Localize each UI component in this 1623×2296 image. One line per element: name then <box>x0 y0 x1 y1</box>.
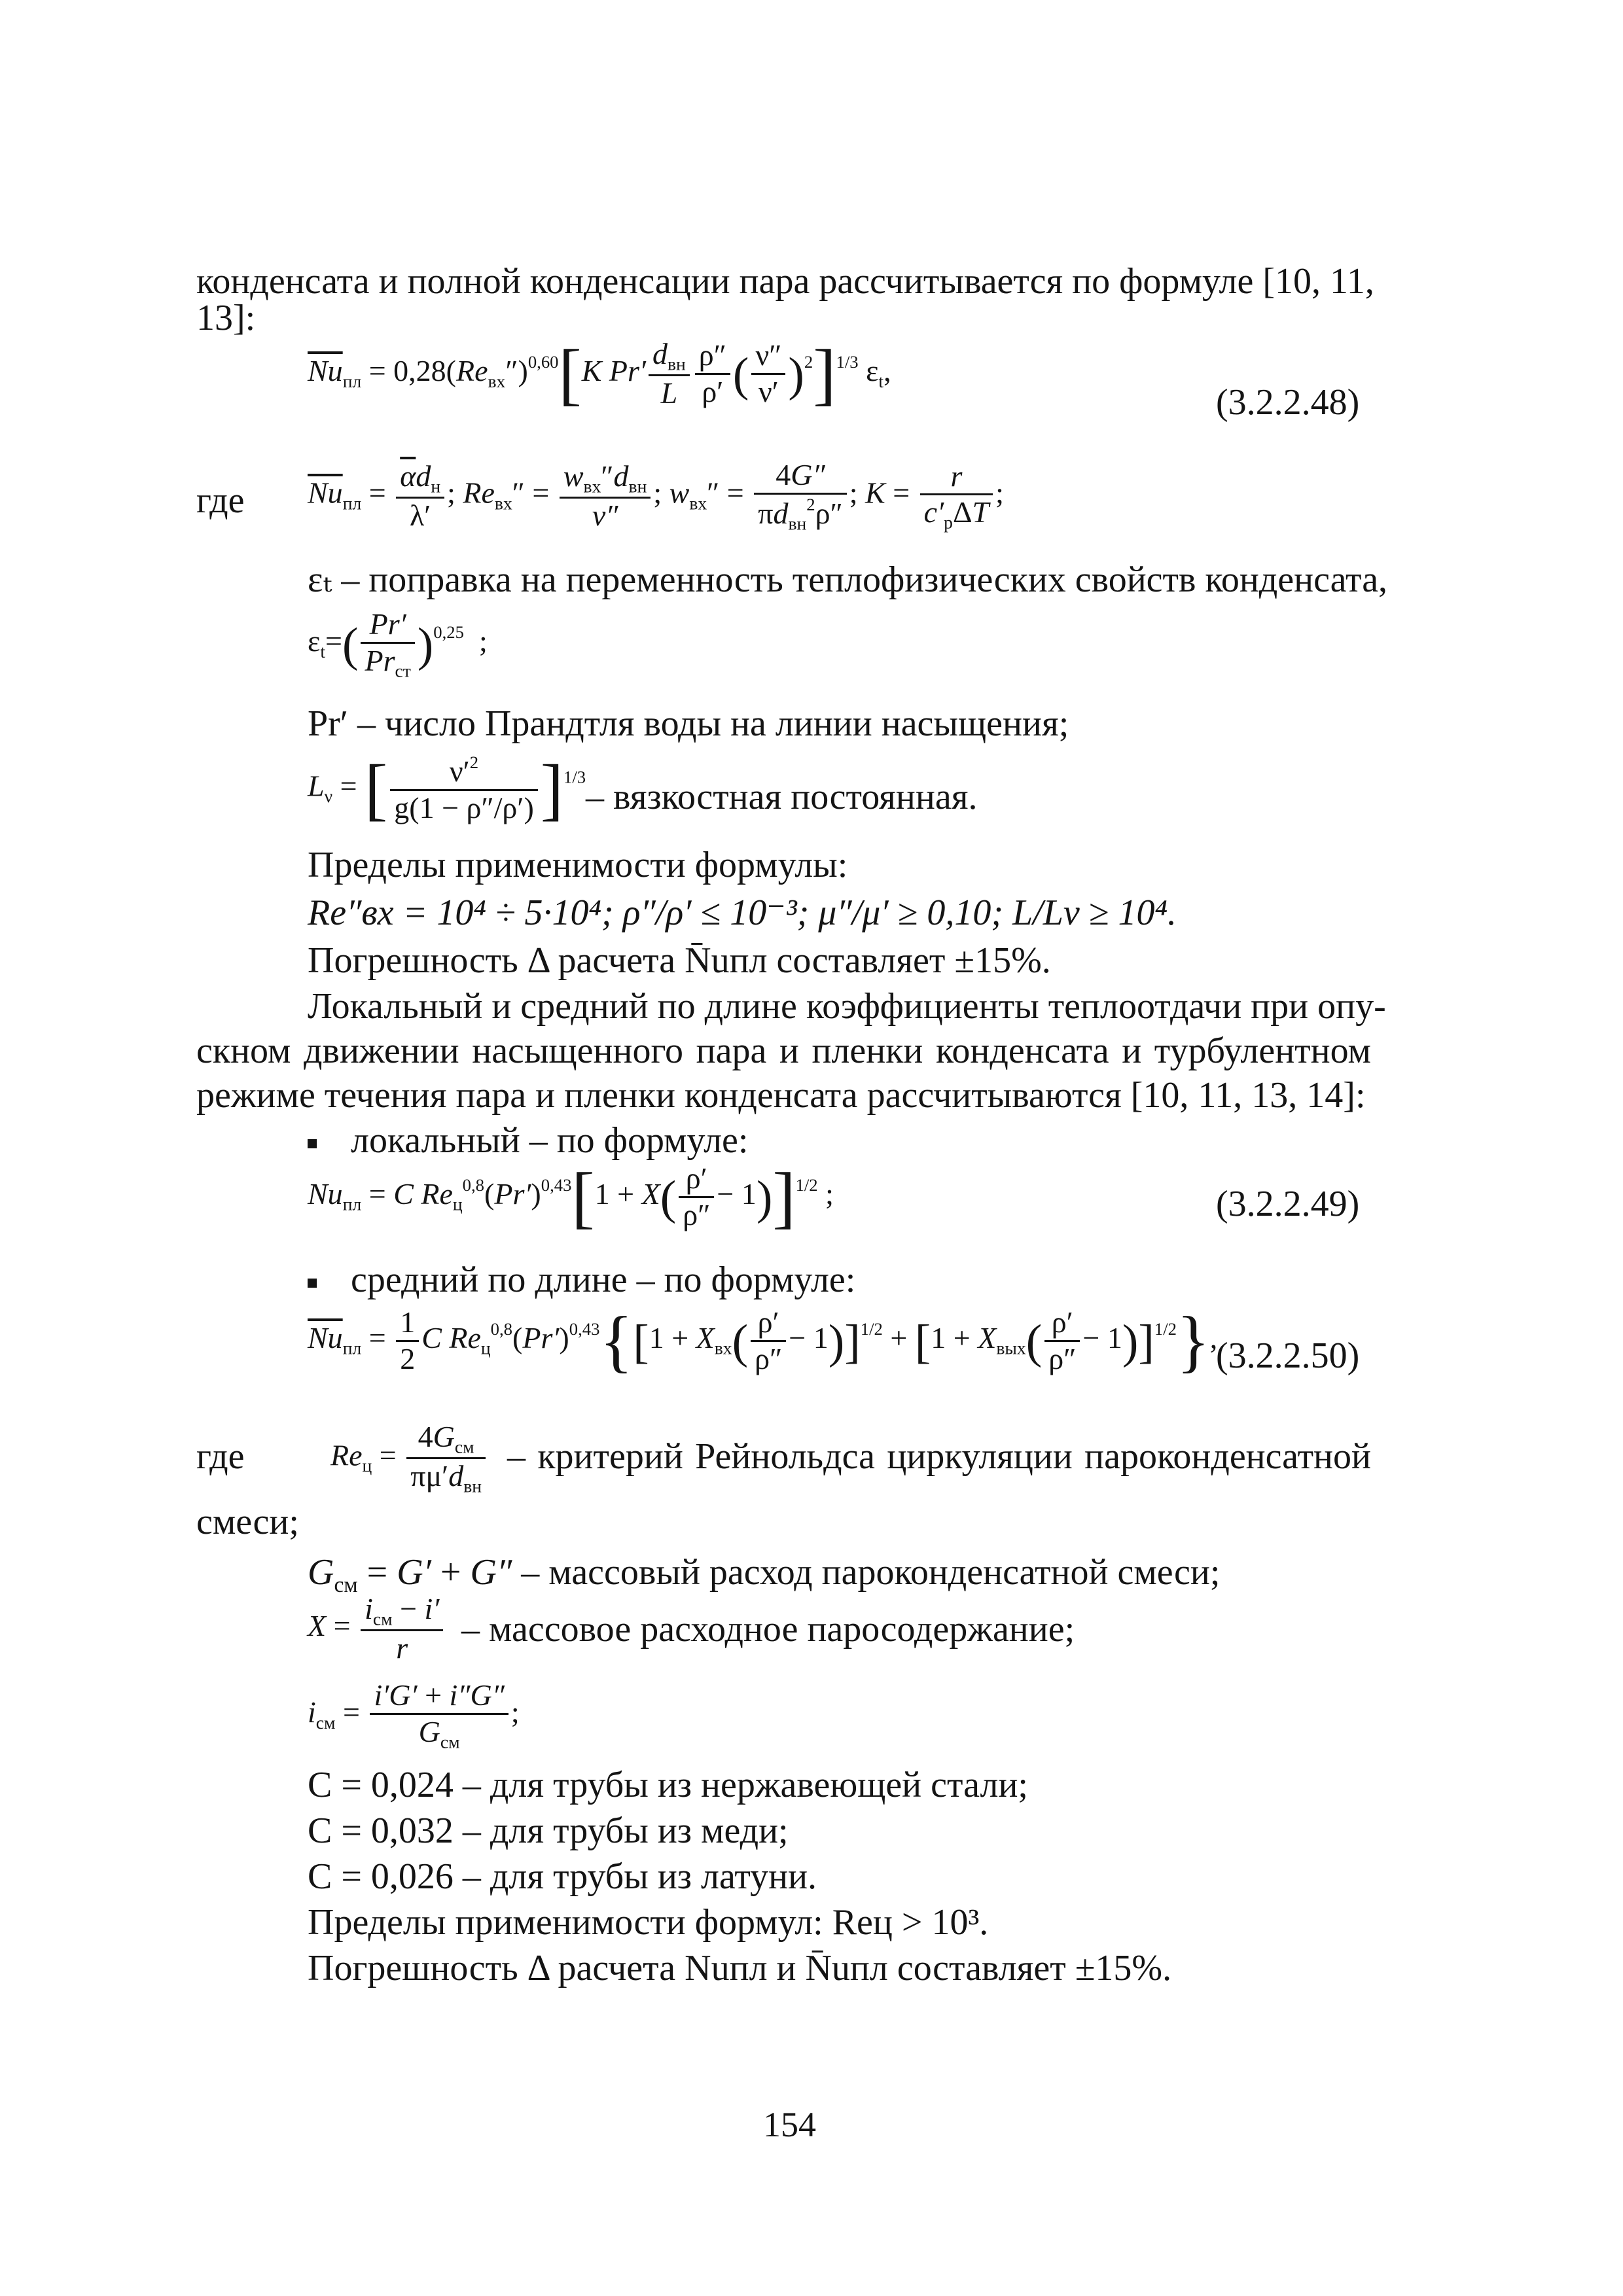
definitions-line: $\overline{Nu}_{пл}$ = $\overline{\alpha}d_н$ λ′ ; $Re_{вх}''$ = $w_{вх}''d_{вн}$ ν″ ; $w_{вх}''$ = 4G″ $\pi d_{вн}^2\rho''$ ; K = r $c'_p\Delta T$ ; <box>308 458 1004 534</box>
rec-description: – критерий Рейнольдса циркуляции пароконденсатной <box>507 1436 1371 1477</box>
c-copper: C = 0,032 – для трубы из меди; <box>308 1810 789 1851</box>
x-description: – массовое расходное паросодержание; <box>461 1609 1075 1650</box>
lv-description: – вязкостная постоянная. <box>586 777 978 817</box>
ism-formula: $i_{см}$ = i′G′ + i″G″ $G_{см}$ ; <box>308 1678 520 1752</box>
equation-3-2-2-50: $\overline{Nu}_{пл}$ = $\frac{1}{2}$ C $Re_ц^{0,8}(Pr')^{0,43}\{[1 + X_{вх}$( $\frac{\rho'}{\rho''}$ − $1)]^{1/2} + [1 + X_{вых}$( $\frac{\rho'}{\rho''}$ − 1)]$^{1/2}$}, <box>308 1302 1218 1379</box>
bullet-local <box>308 1122 748 1159</box>
x-formula: X = $i_{см} - i'$ r <box>308 1592 446 1666</box>
intro-line-2: 13]: <box>196 298 256 338</box>
page-number: 154 <box>763 2105 816 2144</box>
limits-line-2: Пределы применимости формул: Reц > 10³. <box>308 1902 989 1943</box>
error-line-1: Погрешность Δ расчета N̄uпл составляет ±15%. <box>308 940 1051 981</box>
bullet-mean-text: средний по длине – по формуле: <box>351 1260 856 1300</box>
gsm-description: – массовый расход пароконденсатной смеси; <box>521 1552 1221 1593</box>
bullet-icon <box>308 1139 317 1148</box>
where-label-2: где <box>196 1436 245 1477</box>
equation-number-50: (3.2.2.50) <box>1216 1335 1360 1376</box>
rec-description-cont: смеси; <box>196 1502 299 1542</box>
where-label-1: где <box>196 480 245 521</box>
equation-3-2-2-48: $\overline{Nu}_{пл} = 0,28(Re_{вх}'')^{0,60}[K$ Pr′ $d_{вн}$ L $\frac{\rho''}{\rho'}$ ( $\frac{\nu''}{\nu'}$ )$^2$]$^{1/3}$ $\varepsilon_t$, <box>308 336 891 413</box>
limits-title-1: Пределы применимости формулы: <box>308 845 848 885</box>
rec-formula: $Re_ц$ = $4G_{см}$ $\pi\mu'd_{вн}$ <box>330 1420 488 1497</box>
epsilon-description: εₜ – поправка на переменность теплофизических свойств конденсата, <box>308 559 1388 600</box>
intro-line-1: конденсата и полной конденсации пара рассчитывается по формуле [10, 11, <box>196 261 1374 302</box>
equation-3-2-2-49: $Nu_{пл} = C$ $Re_ц^{0,8}(Pr')^{0,43}[1 + X$( $\frac{\rho'}{\rho''}$ − 1)]$^{1/2}$ ; <box>308 1158 834 1235</box>
prandtl-description: Pr′ – число Прандтля воды на линии насыщения; <box>308 703 1069 744</box>
bullet-local-text: локальный – по формуле: <box>351 1120 749 1161</box>
error-line-2: Погрешность Δ расчета Nuпл и N̄uпл составляет ±15%. <box>308 1948 1172 1988</box>
paragraph-line-3: режиме течения пара и пленки конденсата рассчитываются [10, 11, 13, 14]: <box>196 1075 1366 1116</box>
equation-number-49: (3.2.2.49) <box>1216 1184 1360 1224</box>
c-steel: C = 0,024 – для трубы из нержавеющей стали; <box>308 1765 1028 1805</box>
bullet-icon <box>308 1279 317 1288</box>
limits-formula-1: Re″вх = 10⁴ ÷ 5·10⁴; ρ″/ρ′ ≤ 10⁻³; μ″/μ′ ≥ 0,10; L/Lν ≥ 10⁴. <box>308 892 1177 933</box>
epsilon-formula: $\varepsilon_t=$( Pr′ $Pr_{ст}$ )$^{0,25}$ ; <box>308 607 488 681</box>
lv-formula: $L_\nu$ = [ $\frac{\nu'^2}{g(1 - \rho''/\rho')}$ ]$^{1/3}$ <box>308 751 586 828</box>
paragraph-line-1: Локальный и средний по длине коэффициенты теплоотдачи при опу- <box>308 986 1386 1027</box>
gsm-line: $G_{см} = G' + G''$ – массовый расход пароконденсатной смеси; <box>308 1552 1221 1597</box>
equation-number-48: (3.2.2.48) <box>1216 382 1360 423</box>
bullet-mean <box>308 1262 855 1298</box>
paragraph-line-2: скном движении насыщенного пара и пленки конденсата и турбулентном <box>196 1031 1371 1071</box>
c-brass: C = 0,026 – для трубы из латуни. <box>308 1856 817 1897</box>
